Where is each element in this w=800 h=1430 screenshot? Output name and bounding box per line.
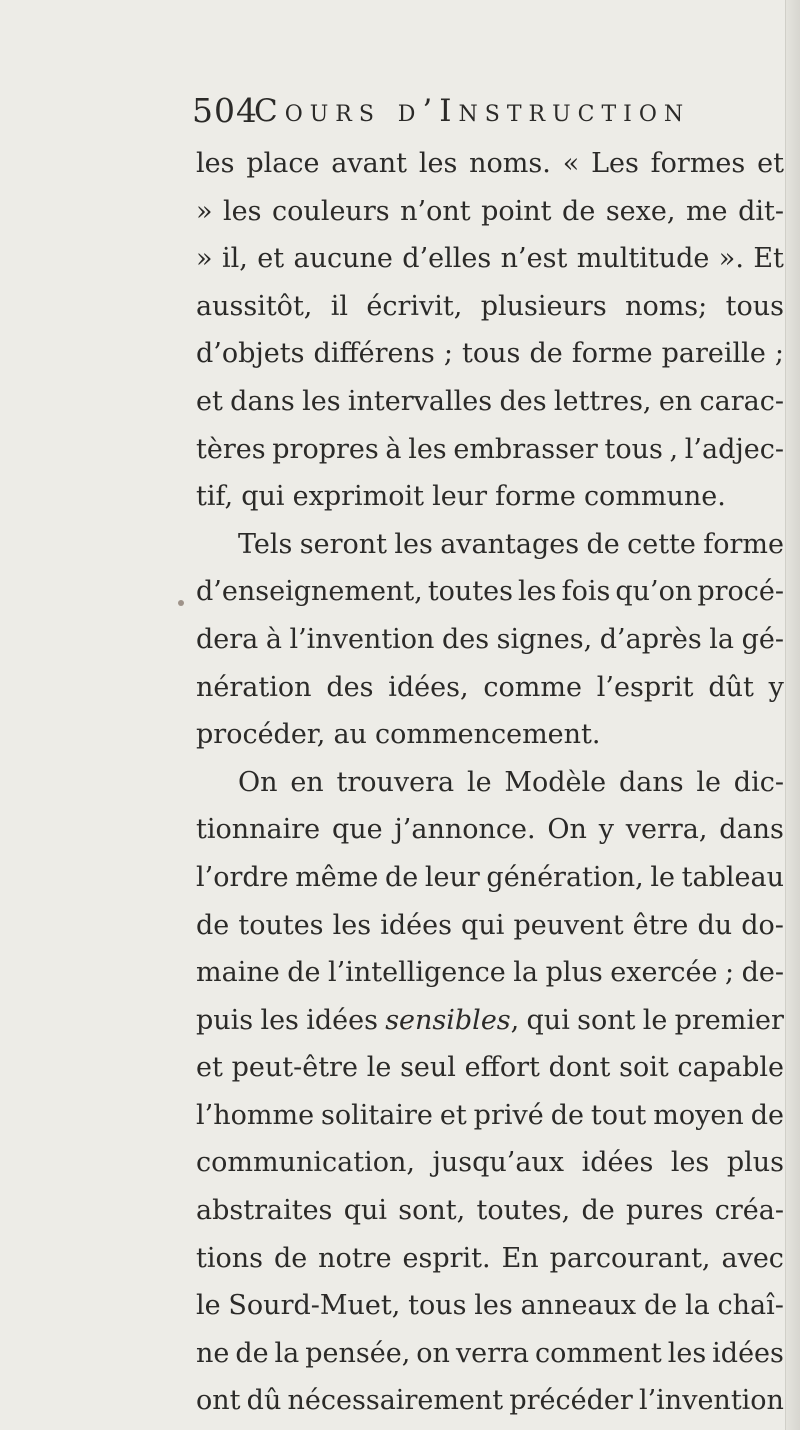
text-line — [196, 568, 784, 616]
word: n’ont — [400, 195, 471, 227]
page-edge — [785, 0, 800, 1430]
word: noms; — [625, 290, 708, 322]
word: avec — [721, 1242, 784, 1274]
word: d’objets — [196, 338, 305, 370]
word: comme — [483, 671, 582, 703]
word: idées — [380, 909, 452, 941]
word: au — [333, 719, 367, 751]
word: abstraites — [196, 1195, 333, 1227]
text-line — [196, 235, 784, 283]
word: il — [330, 290, 349, 322]
word: sont — [577, 1004, 636, 1036]
word: précéder — [509, 1385, 633, 1417]
word: verra — [455, 1337, 529, 1369]
word: couleurs — [272, 195, 390, 227]
word: différens — [313, 338, 435, 370]
word: trouvera — [336, 766, 455, 798]
word: dans — [719, 814, 784, 846]
word: peuvent — [513, 909, 624, 941]
word: comment — [534, 1337, 662, 1369]
text-line — [196, 521, 784, 569]
word: toutes — [427, 576, 513, 608]
text-line — [196, 664, 784, 712]
word: procéder, — [196, 719, 326, 751]
word: avant — [331, 148, 407, 179]
word: la — [685, 1290, 710, 1322]
word: seul — [400, 1052, 456, 1084]
word: sont, — [398, 1195, 466, 1227]
word: moyen — [653, 1099, 744, 1131]
word: nération — [196, 671, 312, 703]
word: les — [408, 433, 447, 465]
word: les — [223, 195, 262, 227]
word: de — [235, 1337, 269, 1369]
word: multitude — [576, 243, 710, 275]
word: d’après — [599, 623, 702, 655]
word: y — [768, 671, 784, 703]
word: l’ordre — [196, 861, 289, 893]
word: dont — [548, 1052, 611, 1084]
word: noms. — [469, 148, 551, 179]
word: ; — [724, 957, 735, 989]
word: l’homme — [196, 1099, 315, 1131]
word: de — [384, 861, 419, 893]
word: puis — [196, 1004, 254, 1036]
text-line — [196, 1377, 784, 1425]
word: tères — [196, 433, 266, 465]
word: nécessairement — [287, 1385, 504, 1417]
word: le — [696, 766, 721, 798]
word: génération, — [486, 861, 644, 893]
word: embrasser — [453, 433, 598, 465]
word: pures — [626, 1195, 704, 1227]
text-line — [196, 902, 784, 950]
word: Tels — [238, 528, 293, 560]
word: et — [196, 1052, 223, 1084]
word: En — [501, 1242, 539, 1274]
word: de — [273, 1242, 308, 1274]
word: du — [697, 909, 733, 941]
word: tous — [462, 338, 521, 370]
word: tionnaire — [196, 814, 321, 846]
word: les — [667, 1337, 707, 1369]
word: les — [332, 909, 372, 941]
word: la — [513, 957, 539, 989]
word: notre — [318, 1242, 392, 1274]
word: exercée — [610, 957, 718, 989]
word: Sourd-Muet, — [228, 1290, 401, 1322]
word: les — [394, 528, 433, 560]
text-line — [196, 140, 784, 188]
word: de- — [741, 957, 784, 989]
word: à — [385, 433, 402, 465]
word: en — [658, 385, 693, 417]
word: le — [366, 1052, 392, 1084]
word: tions — [196, 1242, 263, 1274]
text-line — [196, 854, 784, 902]
page-header — [192, 86, 792, 136]
word: être — [632, 909, 689, 941]
word: à — [265, 623, 282, 655]
word: On — [547, 814, 587, 846]
word: la — [709, 623, 735, 655]
word: ont — [196, 1385, 241, 1417]
word: dût — [708, 671, 754, 703]
word: formes — [650, 148, 746, 179]
text-line — [196, 616, 784, 664]
word: cette — [627, 528, 696, 560]
word: des — [326, 671, 374, 703]
word: de — [586, 528, 620, 560]
word: plus — [545, 957, 603, 989]
word: verra, — [625, 814, 708, 846]
text-line — [196, 1044, 784, 1092]
word: la — [274, 1337, 300, 1369]
word: exprimoit — [292, 481, 424, 513]
word: parcourant, — [549, 1242, 711, 1274]
word: forme — [703, 528, 784, 560]
word: les — [670, 1147, 710, 1179]
word: les — [474, 1290, 513, 1322]
word: On — [238, 766, 278, 798]
text-line — [196, 949, 784, 997]
word: peut-être — [231, 1052, 358, 1084]
page-number: 504 — [192, 91, 258, 130]
word: dans — [230, 385, 295, 417]
text-line — [196, 283, 784, 331]
word: toutes — [238, 909, 324, 941]
word: de — [643, 1290, 678, 1322]
word: de — [550, 1099, 584, 1131]
word: l’intelligence — [328, 957, 506, 989]
word: premier — [674, 1004, 784, 1036]
word: procé- — [697, 576, 784, 608]
word: commencement. — [375, 719, 601, 751]
word: solitaire — [321, 1099, 433, 1131]
word: do- — [741, 909, 784, 941]
word: d’elles — [402, 243, 492, 275]
word: qui — [343, 1195, 387, 1227]
word: effort — [464, 1052, 540, 1084]
word: idées — [306, 1004, 378, 1036]
word: point — [481, 195, 552, 227]
word: Modèle — [504, 766, 607, 798]
word: « — [562, 148, 580, 179]
word: leur — [424, 861, 480, 893]
text-line — [196, 1235, 784, 1283]
word: aussitôt, — [196, 290, 313, 322]
word: qui — [526, 1004, 570, 1036]
word: de — [196, 909, 230, 941]
word: des — [499, 385, 547, 417]
text-line — [196, 1282, 784, 1330]
word: , — [669, 433, 679, 465]
word: l’invention — [289, 623, 435, 655]
word: d’enseignement, — [196, 576, 423, 608]
word: de — [581, 1195, 615, 1227]
word: tableau — [681, 861, 784, 893]
text-line — [196, 473, 784, 521]
word: l’esprit — [596, 671, 694, 703]
word: toutes, — [476, 1195, 571, 1227]
ink-speck — [178, 600, 184, 606]
word: gé- — [741, 623, 784, 655]
word: jusqu’aux — [432, 1147, 565, 1179]
text-line — [196, 378, 784, 426]
word: et — [757, 148, 784, 179]
word: il, — [221, 243, 248, 275]
word: le — [466, 766, 492, 798]
word: signes, — [496, 623, 593, 655]
word: forme — [571, 338, 653, 370]
word: communication, — [196, 1147, 415, 1179]
word: avantages — [440, 528, 580, 560]
word: les — [302, 385, 341, 417]
word: l’invention — [638, 1385, 784, 1417]
word: plusieurs — [480, 290, 607, 322]
text-line — [196, 1139, 784, 1187]
word: de — [287, 957, 321, 989]
word: Les — [591, 148, 639, 179]
word: sexe, — [605, 195, 676, 227]
word: des — [441, 623, 490, 655]
text-line — [196, 1092, 784, 1140]
word: même — [295, 861, 379, 893]
word: y — [598, 814, 614, 846]
word: forme — [495, 481, 576, 513]
word: capable — [677, 1052, 784, 1084]
word: place — [246, 148, 320, 179]
word: de — [529, 338, 563, 370]
word: et — [257, 243, 285, 275]
word: l’adjec- — [684, 433, 784, 465]
text-line — [196, 426, 784, 474]
word: le — [196, 1290, 221, 1322]
word: écrivit, — [366, 290, 463, 322]
word: propres — [272, 433, 379, 465]
text-line — [196, 188, 784, 236]
word: lettres, — [553, 385, 652, 417]
word: tous — [604, 433, 663, 465]
word: créa- — [714, 1195, 784, 1227]
word: intervalles — [347, 385, 493, 417]
text-line — [196, 759, 784, 807]
word: pareille — [661, 338, 766, 370]
word: ne — [196, 1337, 230, 1369]
word: leur — [432, 481, 487, 513]
word: j’annonce. — [394, 814, 536, 846]
word: tout — [590, 1099, 647, 1131]
text-line — [196, 330, 784, 378]
word: idées, — [388, 671, 469, 703]
word: dû — [246, 1385, 282, 1417]
text-line — [196, 1330, 784, 1378]
word: pensée, — [305, 1337, 411, 1369]
word: maine — [196, 957, 280, 989]
word: dic- — [733, 766, 784, 798]
word: qui — [461, 909, 505, 941]
word: ; — [443, 338, 453, 370]
text-line — [196, 997, 784, 1045]
word: sensibles, — [385, 1004, 520, 1036]
text-line — [196, 711, 784, 759]
word: de — [562, 195, 596, 227]
word: les — [418, 148, 458, 179]
word: privé — [473, 1099, 544, 1131]
word: de — [750, 1099, 784, 1131]
word: le — [642, 1004, 668, 1036]
word: seront — [299, 528, 387, 560]
word: dera — [196, 623, 259, 655]
word: qu’on — [615, 576, 693, 608]
word: n’est — [500, 243, 568, 275]
word: idées — [712, 1337, 784, 1369]
word: le — [650, 861, 676, 893]
word: tous — [408, 1290, 467, 1322]
word: ; — [774, 338, 784, 370]
word: dit- — [738, 195, 784, 227]
word: et — [439, 1099, 467, 1131]
body-text — [196, 140, 784, 1425]
word: ». — [718, 243, 744, 275]
word: et — [196, 385, 223, 417]
word: commune. — [583, 481, 726, 513]
word: les — [518, 576, 557, 608]
word: plus — [726, 1147, 784, 1179]
word: » — [196, 243, 213, 275]
word: idées — [581, 1147, 654, 1179]
word: on — [416, 1337, 450, 1369]
word: anneaux — [520, 1290, 637, 1322]
word: fois — [561, 576, 611, 608]
word: chaî- — [717, 1290, 784, 1322]
word: aucune — [293, 243, 393, 275]
word: tif, — [196, 481, 234, 513]
word: soit — [619, 1052, 669, 1084]
word: tous — [725, 290, 784, 322]
word: » — [196, 195, 213, 227]
word: carac- — [699, 385, 784, 417]
word: en — [290, 766, 324, 798]
word: dans — [618, 766, 684, 798]
text-line — [196, 806, 784, 854]
word: les — [260, 1004, 299, 1036]
word: me — [685, 195, 728, 227]
word: Et — [753, 243, 784, 275]
word: esprit. — [402, 1242, 491, 1274]
word: qui — [241, 481, 285, 513]
word: que — [331, 814, 383, 846]
running-head: Cours d’Instruction — [254, 93, 691, 129]
word: les — [196, 148, 235, 179]
text-line — [196, 1187, 784, 1235]
